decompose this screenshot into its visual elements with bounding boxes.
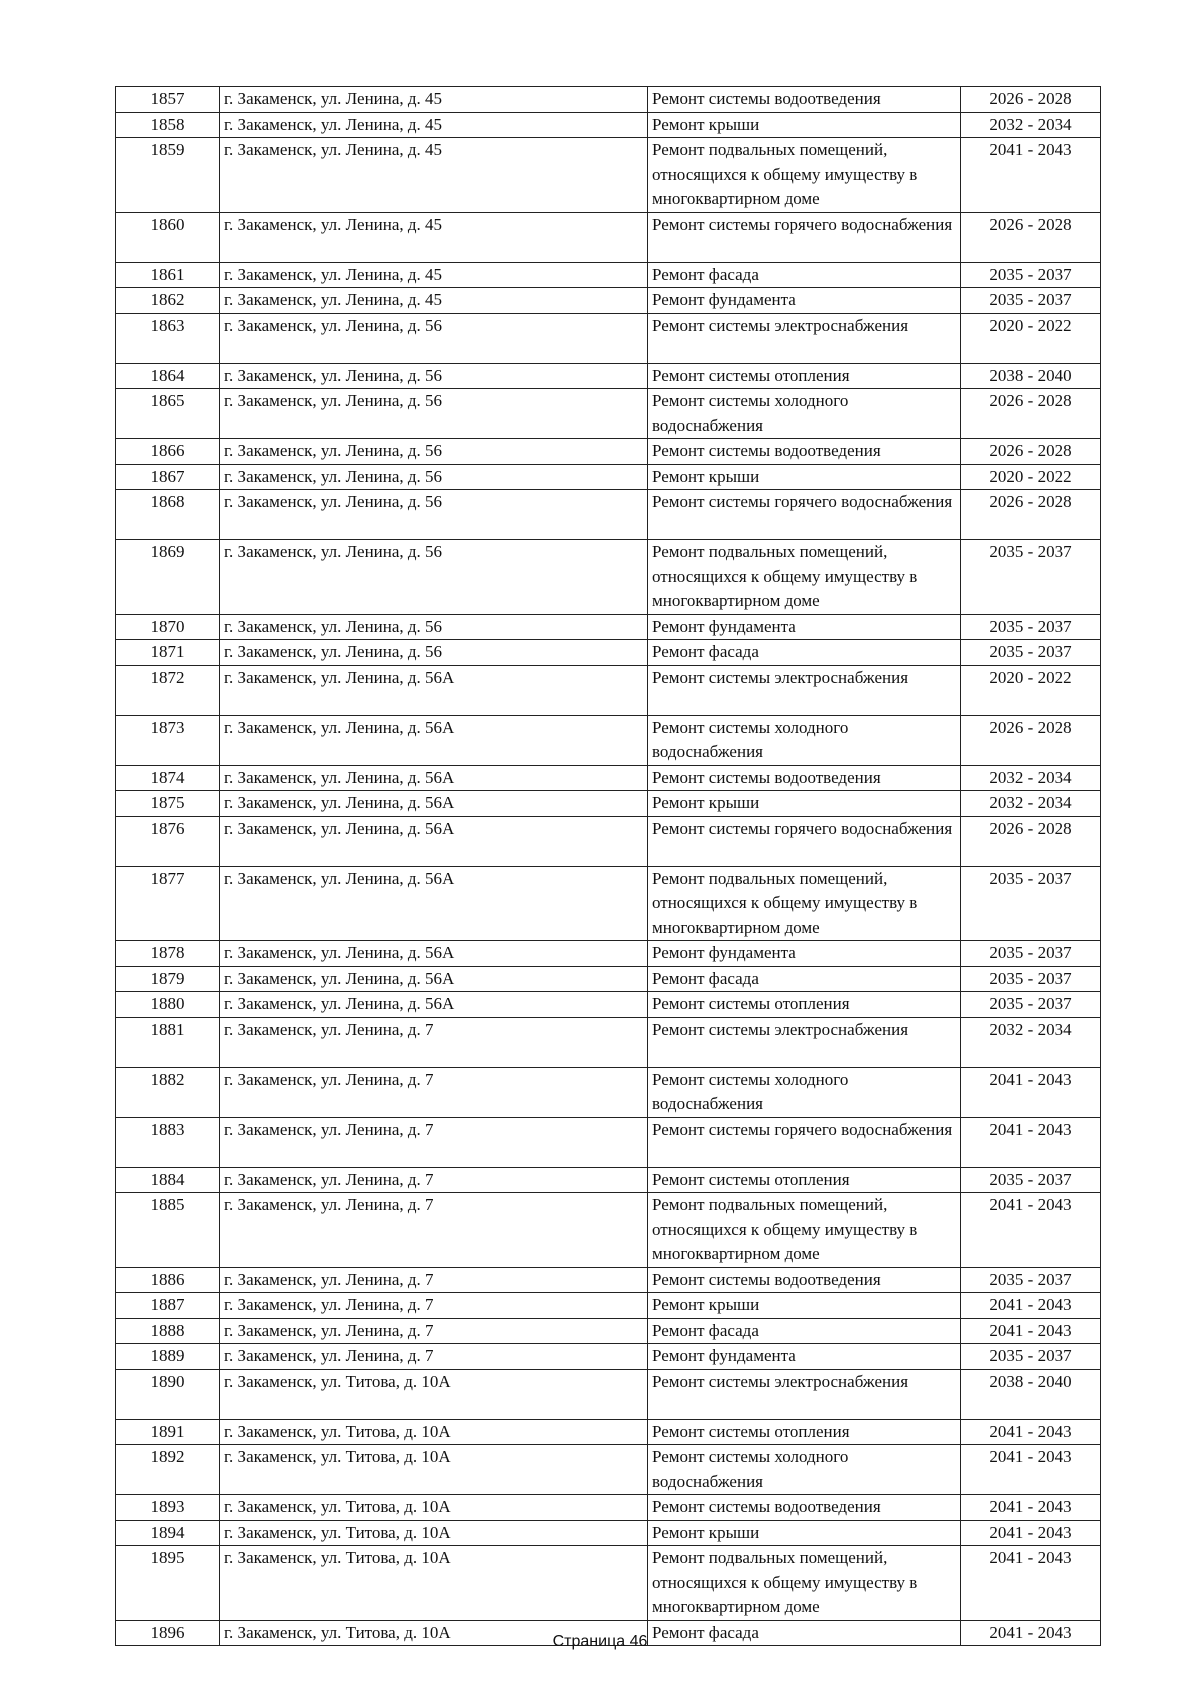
period-cell: 2035 - 2037 [961, 640, 1101, 666]
row-number-cell: 1857 [116, 87, 220, 113]
work-type-cell: Ремонт системы холодного водоснабжения [648, 1067, 961, 1117]
table-row [116, 1193, 1101, 1268]
period-cell: 2041 - 2043 [961, 1193, 1101, 1268]
address-cell: г. Закаменск, ул. Ленина, д. 45 [220, 112, 648, 138]
work-type-cell: Ремонт фасада [648, 262, 961, 288]
address-cell: г. Закаменск, ул. Ленина, д. 56 [220, 540, 648, 615]
period-cell: 2038 - 2040 [961, 1369, 1101, 1419]
table-row [116, 715, 1101, 765]
address-cell: г. Закаменск, ул. Ленина, д. 7 [220, 1067, 648, 1117]
period-cell: 2035 - 2037 [961, 941, 1101, 967]
row-number-cell: 1877 [116, 866, 220, 941]
address-cell: г. Закаменск, ул. Ленина, д. 56 [220, 490, 648, 540]
period-cell: 2035 - 2037 [961, 262, 1101, 288]
address-cell: г. Закаменск, ул. Ленина, д. 7 [220, 1117, 648, 1167]
period-cell: 2041 - 2043 [961, 138, 1101, 213]
address-cell: г. Закаменск, ул. Ленина, д. 45 [220, 262, 648, 288]
work-type-cell: Ремонт системы водоотведения [648, 1495, 961, 1521]
address-cell: г. Закаменск, ул. Ленина, д. 56 [220, 640, 648, 666]
period-cell: 2032 - 2034 [961, 791, 1101, 817]
row-number-cell: 1876 [116, 816, 220, 866]
row-number-cell: 1869 [116, 540, 220, 615]
row-number-cell: 1895 [116, 1546, 220, 1621]
table-row [116, 1369, 1101, 1419]
table-row [116, 1067, 1101, 1117]
work-type-cell: Ремонт системы холодного водоснабжения [648, 715, 961, 765]
table-row [116, 389, 1101, 439]
work-type-cell: Ремонт фасада [648, 1620, 961, 1646]
period-cell: 2026 - 2028 [961, 439, 1101, 465]
work-type-cell: Ремонт фундамента [648, 941, 961, 967]
period-cell: 2035 - 2037 [961, 966, 1101, 992]
row-number-cell: 1893 [116, 1495, 220, 1521]
table-row [116, 1293, 1101, 1319]
row-number-cell: 1862 [116, 288, 220, 314]
table-row [116, 1495, 1101, 1521]
period-cell: 2041 - 2043 [961, 1318, 1101, 1344]
period-cell: 2026 - 2028 [961, 87, 1101, 113]
work-type-cell: Ремонт крыши [648, 791, 961, 817]
row-number-cell: 1871 [116, 640, 220, 666]
row-number-cell: 1882 [116, 1067, 220, 1117]
address-cell: г. Закаменск, ул. Ленина, д. 56А [220, 866, 648, 941]
work-type-cell: Ремонт подвальных помещений, относящихся к общему имуществу в многоквартирном доме [648, 540, 961, 615]
work-type-cell: Ремонт подвальных помещений, относящихся к общему имуществу в многоквартирном доме [648, 138, 961, 213]
table-row [116, 992, 1101, 1018]
address-cell: г. Закаменск, ул. Ленина, д. 56 [220, 363, 648, 389]
address-cell: г. Закаменск, ул. Ленина, д. 56А [220, 966, 648, 992]
work-type-cell: Ремонт подвальных помещений, относящихся к общему имуществу в многоквартирном доме [648, 866, 961, 941]
table-row [116, 313, 1101, 363]
work-type-cell: Ремонт системы водоотведения [648, 765, 961, 791]
address-cell: г. Закаменск, ул. Ленина, д. 56 [220, 464, 648, 490]
period-cell: 2035 - 2037 [961, 992, 1101, 1018]
work-type-cell: Ремонт системы холодного водоснабжения [648, 389, 961, 439]
table-row [116, 1419, 1101, 1445]
table-row [116, 941, 1101, 967]
row-number-cell: 1884 [116, 1167, 220, 1193]
address-cell: г. Закаменск, ул. Ленина, д. 45 [220, 288, 648, 314]
row-number-cell: 1879 [116, 966, 220, 992]
address-cell: г. Закаменск, ул. Ленина, д. 7 [220, 1344, 648, 1370]
period-cell: 2026 - 2028 [961, 715, 1101, 765]
address-cell: г. Закаменск, ул. Ленина, д. 56А [220, 765, 648, 791]
table-row [116, 288, 1101, 314]
address-cell: г. Закаменск, ул. Титова, д. 10А [220, 1546, 648, 1621]
table-row [116, 1267, 1101, 1293]
period-cell: 2041 - 2043 [961, 1495, 1101, 1521]
address-cell: г. Закаменск, ул. Ленина, д. 56А [220, 992, 648, 1018]
address-cell: г. Закаменск, ул. Ленина, д. 45 [220, 87, 648, 113]
period-cell: 2026 - 2028 [961, 490, 1101, 540]
work-type-cell: Ремонт системы электроснабжения [648, 665, 961, 715]
period-cell: 2038 - 2040 [961, 363, 1101, 389]
table-row [116, 138, 1101, 213]
address-cell: г. Закаменск, ул. Ленина, д. 7 [220, 1167, 648, 1193]
period-cell: 2041 - 2043 [961, 1293, 1101, 1319]
period-cell: 2041 - 2043 [961, 1520, 1101, 1546]
row-number-cell: 1874 [116, 765, 220, 791]
table-row [116, 363, 1101, 389]
table-row [116, 87, 1101, 113]
row-number-cell: 1885 [116, 1193, 220, 1268]
period-cell: 2035 - 2037 [961, 866, 1101, 941]
row-number-cell: 1864 [116, 363, 220, 389]
table-row [116, 866, 1101, 941]
work-type-cell: Ремонт системы горячего водоснабжения [648, 816, 961, 866]
address-cell: г. Закаменск, ул. Титова, д. 10А [220, 1445, 648, 1495]
period-cell: 2032 - 2034 [961, 1017, 1101, 1067]
table-row [116, 540, 1101, 615]
period-cell: 2035 - 2037 [961, 540, 1101, 615]
work-type-cell: Ремонт системы отопления [648, 1167, 961, 1193]
table-row [116, 640, 1101, 666]
table-row [116, 614, 1101, 640]
period-cell: 2041 - 2043 [961, 1445, 1101, 1495]
period-cell: 2026 - 2028 [961, 212, 1101, 262]
row-number-cell: 1888 [116, 1318, 220, 1344]
table-row [116, 1117, 1101, 1167]
table-row [116, 1167, 1101, 1193]
address-cell: г. Закаменск, ул. Титова, д. 10А [220, 1520, 648, 1546]
row-number-cell: 1870 [116, 614, 220, 640]
table-row [116, 791, 1101, 817]
row-number-cell: 1878 [116, 941, 220, 967]
row-number-cell: 1861 [116, 262, 220, 288]
table-row [116, 1318, 1101, 1344]
address-cell: г. Закаменск, ул. Титова, д. 10А [220, 1369, 648, 1419]
address-cell: г. Закаменск, ул. Ленина, д. 7 [220, 1293, 648, 1319]
work-type-cell: Ремонт системы электроснабжения [648, 313, 961, 363]
table-row [116, 112, 1101, 138]
period-cell: 2020 - 2022 [961, 665, 1101, 715]
row-number-cell: 1883 [116, 1117, 220, 1167]
period-cell: 2020 - 2022 [961, 313, 1101, 363]
work-type-cell: Ремонт системы горячего водоснабжения [648, 490, 961, 540]
period-cell: 2035 - 2037 [961, 614, 1101, 640]
capital-repair-table [115, 86, 1101, 1646]
period-cell: 2041 - 2043 [961, 1117, 1101, 1167]
address-cell: г. Закаменск, ул. Ленина, д. 45 [220, 138, 648, 213]
work-type-cell: Ремонт системы водоотведения [648, 439, 961, 465]
period-cell: 2035 - 2037 [961, 1344, 1101, 1370]
work-type-cell: Ремонт крыши [648, 1293, 961, 1319]
table-row [116, 1445, 1101, 1495]
work-type-cell: Ремонт системы горячего водоснабжения [648, 212, 961, 262]
table-row [116, 1520, 1101, 1546]
row-number-cell: 1875 [116, 791, 220, 817]
period-cell: 2041 - 2043 [961, 1620, 1101, 1646]
work-type-cell: Ремонт системы водоотведения [648, 1267, 961, 1293]
table-row [116, 1546, 1101, 1621]
period-cell: 2041 - 2043 [961, 1546, 1101, 1621]
table-row [116, 966, 1101, 992]
row-number-cell: 1886 [116, 1267, 220, 1293]
row-number-cell: 1868 [116, 490, 220, 540]
row-number-cell: 1859 [116, 138, 220, 213]
address-cell: г. Закаменск, ул. Ленина, д. 7 [220, 1193, 648, 1268]
period-cell: 2041 - 2043 [961, 1067, 1101, 1117]
table-row [116, 665, 1101, 715]
work-type-cell: Ремонт крыши [648, 1520, 961, 1546]
row-number-cell: 1891 [116, 1419, 220, 1445]
address-cell: г. Закаменск, ул. Ленина, д. 7 [220, 1017, 648, 1067]
address-cell: г. Закаменск, ул. Титова, д. 10А [220, 1620, 648, 1646]
period-cell: 2035 - 2037 [961, 288, 1101, 314]
address-cell: г. Закаменск, ул. Ленина, д. 56 [220, 313, 648, 363]
row-number-cell: 1865 [116, 389, 220, 439]
address-cell: г. Закаменск, ул. Ленина, д. 56А [220, 665, 648, 715]
work-type-cell: Ремонт системы электроснабжения [648, 1017, 961, 1067]
work-type-cell: Ремонт фасада [648, 966, 961, 992]
period-cell: 2020 - 2022 [961, 464, 1101, 490]
table-row [116, 212, 1101, 262]
row-number-cell: 1881 [116, 1017, 220, 1067]
page-number: Страница 46 [552, 1633, 648, 1650]
row-number-cell: 1872 [116, 665, 220, 715]
table-row [116, 1344, 1101, 1370]
table-row [116, 490, 1101, 540]
address-cell: г. Закаменск, ул. Ленина, д. 56А [220, 941, 648, 967]
work-type-cell: Ремонт подвальных помещений, относящихся к общему имуществу в многоквартирном доме [648, 1193, 961, 1268]
work-type-cell: Ремонт крыши [648, 464, 961, 490]
table-body [116, 87, 1101, 1646]
address-cell: г. Закаменск, ул. Титова, д. 10А [220, 1419, 648, 1445]
row-number-cell: 1887 [116, 1293, 220, 1319]
period-cell: 2026 - 2028 [961, 816, 1101, 866]
table-row [116, 765, 1101, 791]
table-row [116, 464, 1101, 490]
work-type-cell: Ремонт фундамента [648, 1344, 961, 1370]
period-cell: 2032 - 2034 [961, 765, 1101, 791]
address-cell: г. Закаменск, ул. Титова, д. 10А [220, 1495, 648, 1521]
work-type-cell: Ремонт системы водоотведения [648, 87, 961, 113]
work-type-cell: Ремонт фундамента [648, 614, 961, 640]
row-number-cell: 1880 [116, 992, 220, 1018]
address-cell: г. Закаменск, ул. Ленина, д. 56А [220, 715, 648, 765]
row-number-cell: 1896 [116, 1620, 220, 1646]
address-cell: г. Закаменск, ул. Ленина, д. 45 [220, 212, 648, 262]
period-cell: 2041 - 2043 [961, 1419, 1101, 1445]
address-cell: г. Закаменск, ул. Ленина, д. 56 [220, 614, 648, 640]
work-type-cell: Ремонт системы холодного водоснабжения [648, 1445, 961, 1495]
row-number-cell: 1890 [116, 1369, 220, 1419]
period-cell: 2035 - 2037 [961, 1167, 1101, 1193]
address-cell: г. Закаменск, ул. Ленина, д. 7 [220, 1318, 648, 1344]
row-number-cell: 1863 [116, 313, 220, 363]
table-row [116, 1017, 1101, 1067]
address-cell: г. Закаменск, ул. Ленина, д. 56 [220, 389, 648, 439]
address-cell: г. Закаменск, ул. Ленина, д. 56 [220, 439, 648, 465]
row-number-cell: 1889 [116, 1344, 220, 1370]
address-cell: г. Закаменск, ул. Ленина, д. 7 [220, 1267, 648, 1293]
row-number-cell: 1858 [116, 112, 220, 138]
work-type-cell: Ремонт системы отопления [648, 992, 961, 1018]
work-type-cell: Ремонт фасада [648, 1318, 961, 1344]
row-number-cell: 1860 [116, 212, 220, 262]
table-row [116, 262, 1101, 288]
row-number-cell: 1894 [116, 1520, 220, 1546]
work-type-cell: Ремонт системы отопления [648, 363, 961, 389]
period-cell: 2035 - 2037 [961, 1267, 1101, 1293]
work-type-cell: Ремонт системы отопления [648, 1419, 961, 1445]
work-type-cell: Ремонт подвальных помещений, относящихся к общему имуществу в многоквартирном доме [648, 1546, 961, 1621]
row-number-cell: 1892 [116, 1445, 220, 1495]
period-cell: 2032 - 2034 [961, 112, 1101, 138]
work-type-cell: Ремонт системы горячего водоснабжения [648, 1117, 961, 1167]
row-number-cell: 1866 [116, 439, 220, 465]
row-number-cell: 1867 [116, 464, 220, 490]
table-row [116, 816, 1101, 866]
address-cell: г. Закаменск, ул. Ленина, д. 56А [220, 816, 648, 866]
row-number-cell: 1873 [116, 715, 220, 765]
period-cell: 2026 - 2028 [961, 389, 1101, 439]
table-row [116, 439, 1101, 465]
work-type-cell: Ремонт системы электроснабжения [648, 1369, 961, 1419]
work-type-cell: Ремонт фундамента [648, 288, 961, 314]
work-type-cell: Ремонт фасада [648, 640, 961, 666]
address-cell: г. Закаменск, ул. Ленина, д. 56А [220, 791, 648, 817]
work-type-cell: Ремонт крыши [648, 112, 961, 138]
